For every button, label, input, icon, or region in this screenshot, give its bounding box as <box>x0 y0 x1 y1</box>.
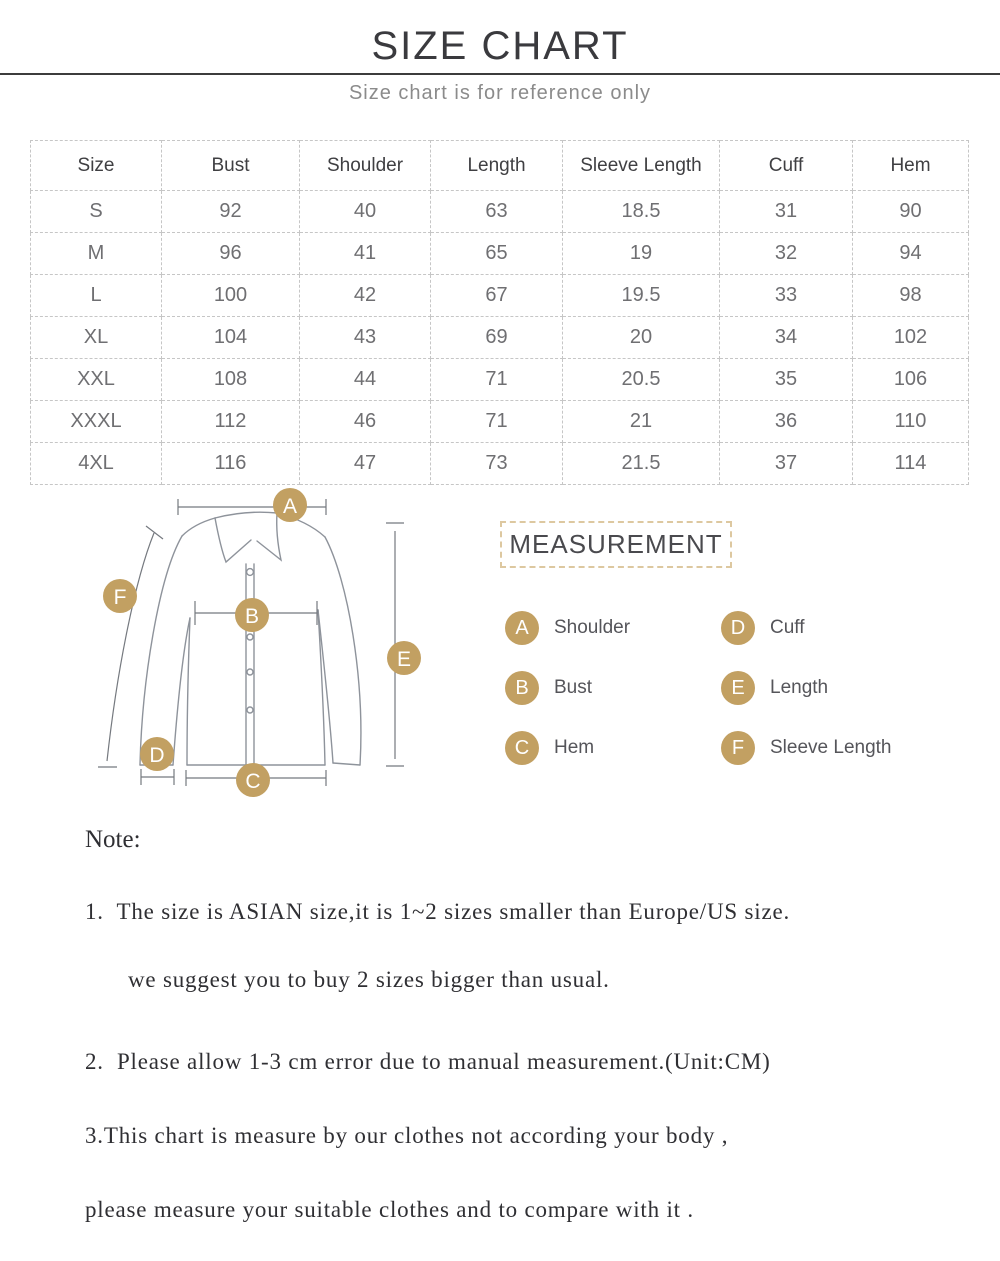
legend-label: Cuff <box>770 617 805 638</box>
table-cell: 65 <box>431 233 563 275</box>
measure-lines <box>98 499 404 786</box>
notes-heading: Note: <box>85 826 141 853</box>
table-cell: 18.5 <box>563 191 720 233</box>
column-header-cuff: Cuff <box>720 141 853 191</box>
marker-c-label: C <box>245 770 261 793</box>
measurement-title: MEASUREMENT <box>509 529 723 559</box>
table-cell: 112 <box>162 401 300 443</box>
legend-item-bust <box>505 671 721 705</box>
legend-item-hem <box>505 731 721 765</box>
table-cell: 67 <box>431 275 563 317</box>
legend-label: Hem <box>554 737 595 758</box>
table-cell: 21.5 <box>563 443 720 485</box>
table-cell: 32 <box>720 233 853 275</box>
table-cell: 21 <box>563 401 720 443</box>
table-row <box>31 191 969 233</box>
badge-e-icon: E <box>721 671 755 705</box>
table-cell: 63 <box>431 191 563 233</box>
badge-d-icon: D <box>721 611 755 645</box>
table-cell: 47 <box>300 443 431 485</box>
page-title: SIZE CHART <box>371 24 629 68</box>
table-cell: 110 <box>853 401 969 443</box>
table-cell: 116 <box>162 443 300 485</box>
table-cell: 90 <box>853 191 969 233</box>
size-table <box>30 140 969 485</box>
table-cell: 44 <box>300 359 431 401</box>
shirt-outline <box>140 512 361 765</box>
table-cell: 43 <box>300 317 431 359</box>
table-cell: 100 <box>162 275 300 317</box>
table-cell: XL <box>31 317 162 359</box>
table-row <box>31 359 969 401</box>
page-subtitle: Size chart is for reference only <box>348 82 652 104</box>
table-cell: M <box>31 233 162 275</box>
note-line-2: 2. Please allow 1-3 cm error due to manual measurement.(Unit:CM) <box>85 1049 771 1074</box>
column-header-size: Size <box>31 141 162 191</box>
table-cell: 94 <box>853 233 969 275</box>
table-cell: 71 <box>431 359 563 401</box>
legend-label: Length <box>770 677 829 698</box>
marker-e-label: E <box>396 648 412 671</box>
note-line-3-continued: please measure your suitable clothes and to compare with it . <box>85 1197 694 1222</box>
table-cell: 71 <box>431 401 563 443</box>
table-cell: 108 <box>162 359 300 401</box>
table-cell: S <box>31 191 162 233</box>
table-cell: 104 <box>162 317 300 359</box>
table-cell: 40 <box>300 191 431 233</box>
marker-a-label: A <box>282 495 298 518</box>
table-cell: 37 <box>720 443 853 485</box>
badge-c-icon: C <box>505 731 539 765</box>
legend-label: Sleeve Length <box>770 737 892 758</box>
legend-item-sleeve-length <box>721 731 892 765</box>
marker-b-label: B <box>244 605 260 628</box>
marker-d-label: D <box>149 744 165 767</box>
table-cell: XXXL <box>31 401 162 443</box>
title-divider <box>0 73 1000 75</box>
column-header-shoulder: Shoulder <box>300 141 431 191</box>
table-cell: 96 <box>162 233 300 275</box>
table-cell: 35 <box>720 359 853 401</box>
table-cell: 36 <box>720 401 853 443</box>
table-cell: 41 <box>300 233 431 275</box>
table-cell: 69 <box>431 317 563 359</box>
column-header-hem: Hem <box>853 141 969 191</box>
legend-label: Shoulder <box>554 617 631 638</box>
table-cell: 46 <box>300 401 431 443</box>
table-cell: 102 <box>853 317 969 359</box>
table-cell: 31 <box>720 191 853 233</box>
legend-item-cuff <box>721 611 892 645</box>
marker-badges <box>103 488 421 797</box>
table-row <box>31 233 969 275</box>
note-line-1-continued: we suggest you to buy 2 sizes bigger than usual. <box>128 967 610 992</box>
table-cell: 19 <box>563 233 720 275</box>
table-row <box>31 317 969 359</box>
table-cell: 20 <box>563 317 720 359</box>
badge-b-icon: B <box>505 671 539 705</box>
badge-f-icon: F <box>721 731 755 765</box>
table-cell: 19.5 <box>563 275 720 317</box>
table-cell: L <box>31 275 162 317</box>
table-header-row <box>31 141 969 191</box>
notes-section <box>85 790 980 1261</box>
table-cell: 33 <box>720 275 853 317</box>
table-cell: 98 <box>853 275 969 317</box>
legend-label: Bust <box>554 677 593 698</box>
table-row <box>31 443 969 485</box>
table-cell: 20.5 <box>563 359 720 401</box>
table-cell: 106 <box>853 359 969 401</box>
column-header-sleeve-length: Sleeve Length <box>563 141 720 191</box>
shirt-measurement-diagram <box>80 480 480 810</box>
legend-item-shoulder <box>505 611 721 645</box>
legend-item-length <box>721 671 892 705</box>
column-header-bust: Bust <box>162 141 300 191</box>
table-cell: 73 <box>431 443 563 485</box>
table-cell: 4XL <box>31 443 162 485</box>
badge-a-icon: A <box>505 611 539 645</box>
table-cell: 34 <box>720 317 853 359</box>
table-row <box>31 401 969 443</box>
note-line-1: 1. The size is ASIAN size,it is 1~2 sizes smaller than Europe/US size. <box>85 899 791 924</box>
table-cell: XXL <box>31 359 162 401</box>
table-cell: 42 <box>300 275 431 317</box>
measurement-title-box <box>500 521 732 568</box>
note-line-3: 3.This chart is measure by our clothes not according your body , <box>85 1123 729 1148</box>
table-cell: 114 <box>853 443 969 485</box>
table-row <box>31 275 969 317</box>
marker-f-label: F <box>113 586 127 609</box>
column-header-length: Length <box>431 141 563 191</box>
measurement-legend <box>505 611 892 765</box>
table-cell: 92 <box>162 191 300 233</box>
